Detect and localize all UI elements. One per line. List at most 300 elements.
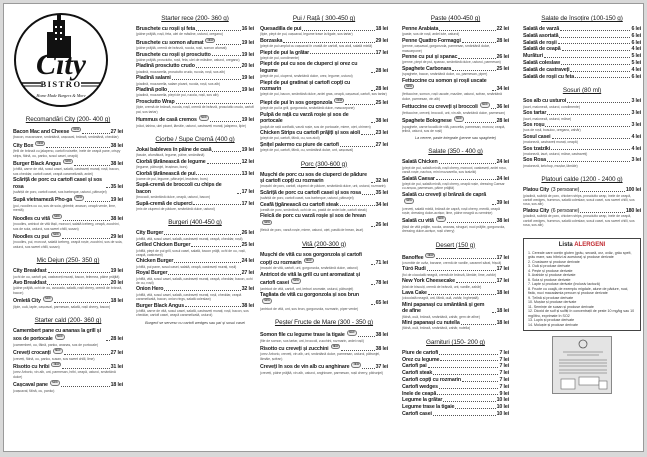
menu-item-ingredients: (lipie, ouă, lapte, cașcaval, parmesan, salată, roșii cherry, bacon) [13, 304, 111, 309]
menu-item-ingredients: (piadină, mozzarella, prosciutto crudo, rucola, roșii, sos alb) [136, 69, 226, 74]
new-badge: NEW [331, 344, 341, 349]
menu-item [136, 63, 254, 74]
dotted-leader [191, 246, 240, 247]
item-name-text: Penne Quattro Formaggi [402, 37, 461, 44]
menu-item-price: 4 lei [631, 145, 641, 152]
menu-item-price: 32 lei [375, 177, 388, 184]
menu-item [402, 384, 509, 390]
menu-item-price: 19 lei [110, 268, 123, 275]
menu-item [13, 232, 123, 249]
menu-item-ingredients: (pâine prăjită, roșii, feta, ulei de măsline, usturoi, oregano) [136, 32, 223, 37]
menu-item-name [402, 377, 461, 383]
menu-item-row [260, 80, 388, 93]
dotted-leader [455, 408, 495, 409]
item-name-text: Penne Arabiata [402, 26, 439, 32]
menu-item-price: 65 lei [375, 300, 388, 307]
menu-item-ingredients: (piadină, scăriță de porc, chicken strips, prosciutto wrap, inele de ceapă, cartofi wedges, hummus, salată coleslaw, sosul casei, sos sweet chilli, sos rosa, sos alb) [523, 193, 635, 207]
menu-item-name [136, 286, 163, 292]
section-title: Pește/ Fructe de Mare (300 - 350 g) [274, 319, 374, 327]
item-name-text: Salată de ceapă [523, 46, 561, 53]
section-vita [260, 241, 388, 313]
dotted-leader [196, 67, 241, 68]
menu-item-row [260, 213, 388, 228]
new-badge: NEW [347, 330, 357, 335]
menu-item [523, 53, 641, 59]
menu-item-price: 27 lei [110, 350, 123, 357]
menu-item [260, 272, 388, 291]
dotted-leader [439, 30, 495, 31]
menu-item-row [260, 98, 388, 106]
menu-item-name [402, 350, 438, 356]
new-badge: NEW [55, 334, 65, 339]
menu-item-name [136, 270, 167, 276]
menu-item-name [402, 404, 454, 410]
menu-item-row [13, 232, 123, 240]
menu-item [260, 61, 388, 78]
dotted-leader [580, 191, 625, 192]
menu-item-ingredients: (mușchi de vită, cartofi, unt, gorgonzola, smântână dulce, usturoi) [260, 266, 359, 271]
menu-item-price: 13 lei [241, 170, 254, 177]
menu-item-price: 31 lei [110, 364, 123, 370]
menu-item [136, 201, 254, 212]
dotted-leader [561, 64, 631, 65]
section-sosuri [523, 87, 641, 169]
menu-item [136, 147, 254, 158]
dotted-leader [62, 368, 109, 369]
menu-item-price: 28 lei [110, 336, 123, 343]
menu-item-ingredients: (broccoli, smântână dulce, ceapă, usturoi, bacon) [136, 195, 211, 200]
menu-item-name [402, 397, 442, 403]
menu-item-price: 25 lei [241, 242, 254, 249]
dotted-leader [580, 212, 625, 213]
menu-item-ingredients: (piept de pui umplut cu cașcaval în crustă de cartofi, sos aioli, salată mixtă) [260, 44, 373, 49]
section-pui [260, 15, 388, 154]
menu-item [13, 362, 123, 379]
menu-item-price: 17 lei [241, 200, 254, 207]
section-ciorbe [136, 136, 254, 212]
menu-item [402, 176, 509, 191]
menu-item-price: 24 lei [496, 159, 509, 166]
new-badge: NEW [262, 220, 272, 225]
menu-item-ingredients: (chiflă, vită, sosul casei, salată, castraveți murați, roșii, cheddar, ceapă caramelizată, bacon, onion rings, salată coleslaw) [136, 292, 242, 302]
menu-item-price: 25 lei [496, 65, 509, 72]
menu-item-price: 4 lei [631, 133, 641, 140]
menu-item-name [13, 296, 53, 304]
dotted-leader [462, 42, 496, 43]
item-name-text: Risotto cu creveți și zucchini [260, 346, 329, 353]
menu-item-price: 27 lei [241, 270, 254, 277]
menu-item-row [523, 46, 641, 52]
menu-item-ingredients: (pulpă de rață confiată, varză roșie, sos de portocale, miere, oțet, chimen) [260, 124, 371, 129]
new-badge: NEW [404, 198, 414, 203]
allergen-item: 5. Arahide și produse derivate [528, 273, 576, 277]
menu-item-price: 38 lei [496, 218, 509, 225]
dotted-leader [371, 284, 375, 285]
menu-item-row [402, 116, 509, 124]
menu-item [523, 146, 641, 157]
section-title: Vită (200-300 g) [301, 240, 347, 248]
menu-item-row [402, 350, 509, 356]
allergen-item: 7. Lapte și produse derivate (inclusiv lactoză) [528, 282, 600, 286]
dotted-leader [212, 55, 241, 56]
menu-item [13, 214, 123, 231]
menu-item-ingredients: (scăriță de porc, cartofi casei, sos barbeque, usturoi, pătrunjel) [260, 196, 354, 201]
menu-item [136, 38, 254, 51]
allergen-item: 6. Soia și produse derivate [528, 277, 571, 282]
dotted-leader [456, 282, 496, 283]
menu-item-price: 6 lei [631, 32, 641, 39]
dotted-leader [452, 70, 496, 71]
menu-item-price: 10 lei [496, 397, 509, 404]
menu-item-row [260, 252, 388, 267]
menu-item-price: 34 lei [375, 201, 388, 208]
menu-item-price: 38 lei [110, 215, 123, 222]
menu-item-ingredients: (pui, noodles cu ou, sos de soia, ghimbir, anason, ceapă verde, lime, mentă) [13, 203, 116, 213]
section-salate [402, 148, 509, 234]
section-micdejun [13, 257, 123, 310]
logo-tagline: Home Made Burgers & More [36, 93, 86, 98]
item-name-text: Salată de roșii [523, 39, 557, 46]
menu-item-name [260, 330, 357, 338]
dotted-leader [492, 90, 496, 91]
item-name-text: Túró Rudi [402, 266, 426, 273]
menu-item-price: 26 lei [241, 230, 254, 237]
menu-item-price: 71 lei [375, 260, 388, 266]
menu-item-price: 38 lei [375, 332, 388, 339]
item-name-text: Piadină prosciutto crudo [136, 63, 195, 70]
dotted-leader [106, 187, 110, 188]
dotted-leader [567, 102, 630, 103]
section-title: Starter rece (200- 360 g) [161, 15, 229, 22]
section-paste [402, 15, 509, 141]
dotted-leader [196, 30, 241, 31]
menu-item-price: 180 lei [625, 207, 641, 214]
item-name-text: Salată de castraveți [523, 66, 570, 73]
dotted-leader [212, 151, 240, 152]
new-badge: NEW [334, 98, 344, 103]
menu-item-row [402, 377, 509, 383]
dotted-leader [216, 44, 240, 45]
menu-item-ingredients: (spaghete, bacon, smântână dulce, ou, parmesan, piper) [402, 72, 488, 77]
new-badge: NEW [480, 102, 490, 107]
item-name-text: Ciorbă țărănească de pui [136, 170, 196, 177]
menu-item-name [136, 115, 209, 123]
menu-item-price: 37 lei [375, 364, 388, 371]
item-name-text: Legume trase la tigaie [402, 404, 455, 411]
menu-item-row [402, 357, 509, 363]
menu-item-row [260, 61, 388, 74]
menu-item-name [523, 26, 559, 32]
menu-item [136, 303, 254, 318]
menu-item-name [136, 258, 173, 264]
menu-item-price: 19 lei [241, 146, 254, 153]
menu-item [260, 98, 388, 111]
menu-item-name [523, 187, 579, 193]
menu-item-ingredients: (maioneză, ketchup, muștar, lămâie) [523, 163, 578, 168]
menu-item-name [136, 230, 163, 236]
section-garnituri [402, 339, 509, 418]
item-name-text: Bruschete cu somon afumat [136, 39, 204, 46]
new-badge: NEW [454, 116, 464, 121]
item-name-text: Sos tzatziki [523, 145, 551, 152]
menu-item [260, 252, 388, 271]
section-title: Platouri calde (1200 - 2400 g) [541, 176, 623, 184]
menu-item [260, 38, 388, 49]
menu-item [402, 302, 509, 319]
new-badge: NEW [436, 216, 446, 221]
dotted-leader [341, 350, 374, 351]
menu-item-ingredients: (paste, sos de roșii, ardei iute, usturoi) [402, 32, 460, 37]
item-quantity: (3 persoane) [551, 187, 580, 194]
dotted-leader [302, 30, 374, 31]
menu-item-name [260, 213, 370, 228]
dotted-leader [559, 37, 630, 38]
menu-item-name [260, 112, 370, 125]
menu-item-price: 35 lei [110, 183, 123, 190]
menu-item [402, 370, 509, 376]
poster-graphic-icon [553, 337, 612, 394]
section-peste [260, 319, 388, 376]
menu-item-price: 34 lei [496, 86, 509, 93]
item-name-text: Hummus de casă cremos [136, 117, 197, 124]
item-name-text: Penne cu pui și spanac [402, 54, 458, 61]
menu-item-row [523, 60, 641, 66]
menu-item-price: 18 lei [110, 382, 123, 389]
menu-item-row [260, 344, 388, 352]
menu-item-name [260, 272, 370, 287]
new-badge: NEW [304, 258, 314, 263]
item-name-text: Spaghete Bolognese [402, 118, 452, 125]
menu-item-price: 19 lei [241, 87, 254, 94]
item-name-text: Piept de pui la grătar [260, 49, 310, 56]
menu-item-price: 39 lei [496, 200, 509, 207]
dotted-leader [82, 133, 109, 134]
menu-item-name [402, 411, 432, 417]
menu-sheet [3, 3, 644, 452]
item-name-text: Sos tartar [523, 110, 547, 117]
menu-item-row [13, 195, 123, 203]
menu-item-name [13, 177, 105, 190]
menu-item-name [523, 67, 569, 73]
logo-name: City [36, 48, 86, 81]
item-name-text: Risotto cu hribi [13, 364, 50, 370]
menu-item-price: 3 lei [631, 157, 641, 164]
dotted-leader [461, 324, 496, 325]
menu-item-name [402, 116, 464, 124]
menu-item-row [260, 362, 388, 370]
dotted-leader [210, 121, 241, 122]
menu-item-ingredients: (chiflă, pui pane, sosul casei, salată, ceapă, castraveți murați, roșii) [136, 264, 237, 269]
menu-item [402, 102, 509, 115]
menu-item-name [136, 171, 195, 177]
item-quantity: (6 persoane) [551, 207, 580, 214]
item-name-text: Burger Black Angus [136, 302, 185, 309]
dotted-leader [340, 146, 375, 147]
allergens-list [528, 251, 636, 328]
section-recomandari [13, 116, 123, 250]
item-name-text: Fettuccine cu creveți și broccoli [402, 104, 478, 111]
dotted-leader [371, 182, 375, 183]
menu-item [402, 159, 509, 174]
menu-item-price: 17 lei [496, 266, 509, 273]
menu-item-ingredients: (ochi de ou, cartofi pai, castraveți murați, bacon, telemea, pâine prăjită) [13, 274, 120, 279]
menu-item [523, 26, 641, 32]
menu-item-price: 20 lei [241, 63, 254, 70]
menu-item-name [402, 363, 427, 369]
new-badge: NEW [351, 362, 361, 367]
section-burgeri [136, 219, 254, 326]
section-title: Ciorbe / Supe Cremă (400 g) [155, 135, 235, 143]
item-name-text: Mușchi de porc cu sos de ciuperci de pădure și cartofi copți cu rozmarin [260, 171, 367, 184]
menu-item-name [523, 53, 543, 59]
dotted-leader [168, 274, 240, 275]
item-name-text: Borzaska [260, 37, 283, 44]
menu-item-price: 17 lei [241, 188, 254, 195]
dotted-leader [185, 306, 241, 307]
menu-item [402, 54, 509, 65]
menu-item-ingredients: (piept de pui, ciuperci, smântână dulce, orez, legume, usturoi) [260, 74, 353, 79]
dotted-leader [176, 103, 253, 104]
section-title: Salate (350 - 400 g) [428, 148, 483, 156]
menu-item-price: 24 lei [241, 258, 254, 265]
dotted-leader [558, 43, 631, 44]
allergen-item: 9. Țelină și produse derivate [528, 295, 574, 300]
dotted-leader [345, 104, 374, 105]
menu-item-row [260, 172, 388, 185]
menu-item [13, 268, 123, 279]
menu-item [402, 192, 509, 216]
menu-item-name [402, 253, 435, 261]
item-name-text: Supă-cremă de broccoli cu chips de bacon [136, 182, 222, 195]
item-name-text: Quesadilla de pui [260, 26, 302, 32]
menu-item [402, 290, 509, 301]
dotted-leader [547, 114, 630, 115]
menu-item-ingredients: (legume, pătrunjel, leuștean, bors) [136, 165, 188, 170]
dotted-leader [440, 360, 498, 361]
dotted-leader [193, 204, 240, 205]
menu-item-name [523, 40, 557, 46]
section-insotire [523, 15, 641, 80]
new-badge: NEW [53, 348, 63, 353]
item-name-text: Fettuccine cu somon și roșii uscate [402, 77, 487, 84]
dotted-leader [237, 193, 241, 194]
menu-item-price: 17 lei [496, 254, 509, 261]
menu-item-price: 3 lei [631, 98, 641, 105]
menu-item-price: 3 lei [631, 122, 641, 128]
item-name-text: Spaghete Carbonara [402, 65, 452, 72]
menu-item-price: 100 lei [625, 187, 641, 194]
menu-item [523, 208, 641, 228]
menu-item-ingredients: (fâșii de vită prăjite, rucola, ananas, struguri, nuci prăjite, gorgonzola, dressing dulce-acrișor, roșii cherry) [402, 224, 506, 234]
menu-item-ingredients: (chiflă, carne de vită, sosul casei, salată, castraveți murați, roșii, bacon, sos cheddar, cartofi casei, ceapă caramelizată, usturoi) [136, 309, 249, 318]
menu-item [402, 357, 509, 363]
dotted-leader [433, 415, 496, 416]
dotted-leader [85, 201, 110, 202]
menu-column [136, 15, 254, 333]
item-name-text: Chicken Burger [136, 258, 174, 265]
item-name-text: Salată cu creveți și brânză de capră [402, 191, 487, 198]
item-name-text: Piept de pui cu sos de ciuperci și orez cu legume [260, 61, 358, 74]
menu-item-ingredients: (creveți, salată mixtă, brânză de capră, roșii cherry, mentă, ceapă roșie, dressing dulce-acrișor, lime, pâine neagră cu semințe) [402, 206, 500, 215]
menu-item-ingredients: (chiflă, carne de vită, sosul casei, salată, castraveți murați, roșii, bacon, sos cheddar, cartofi casei, ceapă caramelizată, ardei) [13, 167, 120, 176]
menu-item-price: 26 lei [375, 221, 388, 228]
item-name-text: Cartofi pai [402, 363, 427, 370]
item-name-text: Mușchi de vită cu sos gorgonzola și cartofi copți cu rozmarin [260, 251, 362, 266]
menu-item-name [13, 195, 84, 203]
item-name-text: New York Cheesecake [402, 278, 455, 285]
menu-item-name [523, 110, 546, 116]
section-title: Starter cald (200- 360 g) [34, 316, 102, 324]
dotted-leader [172, 79, 241, 80]
menu-item-name [402, 216, 446, 224]
menu-item-name [523, 60, 560, 66]
item-name-text: Supă vietnameză Pho-ga [13, 197, 73, 204]
menu-item [136, 159, 254, 170]
dotted-leader [371, 264, 375, 265]
dotted-leader [207, 163, 241, 164]
menu-item-price: 12 lei [241, 158, 254, 165]
dotted-leader [544, 57, 630, 58]
menu-item-price: 7 lei [499, 356, 509, 363]
menu-item-name [136, 75, 171, 81]
menu-item [402, 26, 509, 37]
menu-item [136, 258, 254, 269]
menu-item-price: 38 lei [241, 302, 254, 309]
menu-item-price: 7 lei [499, 363, 509, 370]
menu-item-name [13, 232, 61, 240]
dotted-leader [46, 147, 109, 148]
item-name-text: Orez cu legume [402, 356, 440, 363]
item-name-text: Legume la grătar [402, 397, 443, 404]
menu-item [13, 380, 123, 393]
dotted-leader [560, 30, 630, 31]
menu-item [402, 363, 509, 369]
item-name-text: Sosul casei [523, 133, 551, 140]
menu-item [402, 397, 509, 403]
section-platouri [523, 176, 641, 228]
menu-item-row [402, 404, 509, 410]
item-name-text: Salată Chicken [402, 159, 438, 166]
item-name-text: Bruschete cu roșii și feta [136, 26, 196, 32]
dotted-leader [570, 71, 630, 72]
item-name-text: Chicken Strips cu cartofi prăjiți și sos aioli [260, 129, 360, 136]
menu-item-price: 27 lei [375, 141, 388, 148]
menu-item-ingredients: (maioneză, castraveți murați, ceapă) [523, 140, 578, 145]
item-name-text: Noodles cu pui [13, 233, 49, 240]
new-badge: NEW [199, 115, 209, 120]
menu-item [402, 278, 509, 289]
menu-item-row [13, 214, 123, 222]
dotted-leader [439, 354, 498, 355]
item-name-text: Cartofi steak [402, 370, 433, 377]
item-name-text: Avo Breakfast [13, 279, 47, 286]
dotted-leader [547, 161, 630, 162]
item-name-text: City Breakfast [13, 268, 47, 275]
allergen-item: 11. Semințe de susan și produse derivate [528, 304, 594, 309]
dotted-leader [551, 149, 630, 150]
menu-item [523, 122, 641, 133]
new-badge: NEW [63, 159, 73, 164]
menu-item-ingredients: (lipie, piept de pui, cașcaval, legume trase la tigaie, sos tartar) [260, 32, 353, 37]
menu-item [402, 350, 509, 356]
menu-item-name [260, 292, 370, 307]
allergen-item: 12. Dioxid de sulf și sulfiți în concentrații de peste 10 mg/kg sau 10 mg/litru, exprimate în SO2 [528, 309, 635, 318]
menu-item-ingredients: (antricot de vită, cartofi, unt, ierburi aromate, usturoi, pătrunjel) [260, 286, 354, 291]
menu-item-name [402, 176, 435, 182]
dotted-leader [371, 122, 375, 123]
menu-item-ingredients: (orez Arborio, vin alb, unt, parmesan, hribi, ceapă, usturoi, smântână dulce) [13, 370, 116, 379]
dotted-leader [47, 284, 109, 285]
